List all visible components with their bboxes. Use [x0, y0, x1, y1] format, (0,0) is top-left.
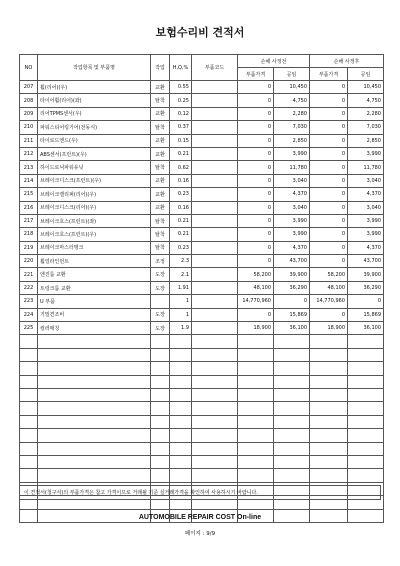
header-work: 작업	[151, 55, 170, 81]
row-before-part-price: 0	[238, 121, 274, 134]
row-part-code	[192, 81, 238, 94]
row-item: 파워스티어링기어(전동식)	[38, 121, 151, 134]
row-before-part-price: 0	[238, 134, 274, 147]
row-qty: 2.3	[170, 255, 192, 268]
table-row	[20, 107, 384, 120]
row-item: 트렁크룸 교환	[38, 281, 151, 294]
row-part-code	[192, 174, 238, 187]
empty-row	[20, 442, 384, 455]
row-work: 교환	[151, 134, 170, 147]
table-row	[20, 147, 384, 160]
row-qty: 2.1	[170, 268, 192, 281]
row-after-part-price: 14,770,960	[310, 295, 348, 308]
row-part-code	[192, 147, 238, 160]
row-no: 223	[20, 295, 38, 308]
row-qty: 0.25	[170, 94, 192, 107]
row-part-code	[192, 241, 238, 254]
table-row	[20, 94, 384, 107]
row-work: 도장	[151, 322, 170, 335]
row-no: 208	[20, 94, 38, 107]
row-qty: 1	[170, 295, 192, 308]
row-after-part-price: 0	[310, 241, 348, 254]
header-no: NO	[20, 55, 38, 81]
row-after-labor: 4,750	[348, 94, 384, 107]
empty-row	[20, 362, 384, 375]
header-before-labor: 공임	[274, 68, 310, 81]
empty-row	[20, 402, 384, 415]
row-before-labor: 10,450	[274, 81, 310, 94]
table-row	[20, 295, 384, 308]
row-after-part-price: 0	[310, 147, 348, 160]
row-part-code	[192, 322, 238, 335]
row-work: 교환	[151, 107, 170, 120]
row-item: 엔진룸 교환	[38, 268, 151, 281]
row-after-part-price: 58,200	[310, 268, 348, 281]
disclaimer-note: 이 견적서(청구서)의 부품가격은 참고 가격이므로 거래될 기준 실거래가격을 확인하여 사용하시기 바랍니다.	[19, 485, 381, 500]
row-part-code	[192, 295, 238, 308]
row-no: 214	[20, 174, 38, 187]
header-after-adjust: 손해 사정후	[310, 55, 384, 68]
row-after-labor: 0	[348, 295, 384, 308]
header-item: 작업항목 및 부품명	[38, 55, 151, 81]
table-row	[20, 322, 384, 335]
row-before-labor: 2,850	[274, 134, 310, 147]
table-row	[20, 308, 384, 321]
row-no: 216	[20, 201, 38, 214]
row-after-labor: 36,100	[348, 322, 384, 335]
empty-row	[20, 469, 384, 482]
row-part-code	[192, 281, 238, 294]
empty-row	[20, 348, 384, 361]
row-before-labor: 3,040	[274, 201, 310, 214]
header-before-part-price: 부품가격	[238, 68, 274, 81]
row-work: 탈착	[151, 94, 170, 107]
row-before-part-price: 0	[238, 201, 274, 214]
row-before-part-price: 0	[238, 214, 274, 227]
row-before-part-price: 0	[238, 94, 274, 107]
row-after-part-price: 0	[310, 201, 348, 214]
row-item: U 부품	[38, 295, 151, 308]
row-no: 217	[20, 214, 38, 227]
row-after-labor: 39,900	[348, 268, 384, 281]
row-no: 224	[20, 308, 38, 321]
row-after-labor: 11,780	[348, 161, 384, 174]
row-before-part-price: 0	[238, 255, 274, 268]
row-item: 휠(리어)(우)	[38, 81, 151, 94]
row-item: 타이어휠(리어)(좌)	[38, 94, 151, 107]
row-no: 209	[20, 107, 38, 120]
row-qty: 0.16	[170, 174, 192, 187]
row-before-labor: 3,990	[274, 214, 310, 227]
row-part-code	[192, 107, 238, 120]
row-before-labor: 36,100	[274, 322, 310, 335]
row-work: 도장	[151, 308, 170, 321]
row-work	[151, 295, 170, 308]
row-before-labor: 39,900	[274, 268, 310, 281]
row-item: 브레이크호스(프런트)(좌)	[38, 214, 151, 227]
row-work: 탈착	[151, 214, 170, 227]
row-no: 207	[20, 81, 38, 94]
row-work: 조정	[151, 255, 170, 268]
row-part-code	[192, 121, 238, 134]
row-item: 브레이크디스크(프런트)(우)	[38, 174, 151, 187]
row-no: 218	[20, 228, 38, 241]
row-part-code	[192, 255, 238, 268]
header-after-part-price: 부품가격	[310, 68, 348, 81]
row-qty: 0.23	[170, 188, 192, 201]
header-part-code: 부품코드	[192, 55, 238, 81]
row-before-labor: 4,370	[274, 188, 310, 201]
row-no: 213	[20, 161, 38, 174]
row-after-labor: 15,869	[348, 308, 384, 321]
row-no: 220	[20, 255, 38, 268]
row-before-part-price: 0	[238, 228, 274, 241]
row-no: 212	[20, 147, 38, 160]
row-item: ABS센서(프런트)(우)	[38, 147, 151, 160]
row-qty: 1.9	[170, 322, 192, 335]
row-after-part-price: 0	[310, 255, 348, 268]
row-before-part-price: 0	[238, 147, 274, 160]
table-row	[20, 134, 384, 147]
page-number: 페이지 : 9/9	[184, 531, 216, 537]
row-item: 브레이크캘리퍼(리어)(우)	[38, 188, 151, 201]
row-after-labor: 2,280	[348, 107, 384, 120]
row-before-labor: 43,700	[274, 255, 310, 268]
row-qty: 0.21	[170, 214, 192, 227]
empty-row	[20, 455, 384, 468]
row-after-part-price: 0	[310, 214, 348, 227]
document-title: 보험수리비 견적서	[155, 26, 245, 39]
row-part-code	[192, 214, 238, 227]
row-before-part-price: 0	[238, 81, 274, 94]
row-before-part-price: 14,770,960	[238, 295, 274, 308]
table-row	[20, 214, 384, 227]
row-before-part-price: 0	[238, 241, 274, 254]
empty-row	[20, 415, 384, 428]
row-after-labor: 3,040	[348, 174, 384, 187]
row-after-part-price: 0	[310, 134, 348, 147]
row-before-labor: 4,370	[274, 241, 310, 254]
row-qty: 0.15	[170, 134, 192, 147]
row-qty: 1	[170, 308, 192, 321]
row-after-part-price: 0	[310, 228, 348, 241]
row-no: 210	[20, 121, 38, 134]
row-after-part-price: 0	[310, 107, 348, 120]
row-after-part-price: 0	[310, 94, 348, 107]
row-work: 교환	[151, 147, 170, 160]
header-after-labor: 공임	[348, 68, 384, 81]
table-row	[20, 201, 384, 214]
row-after-labor: 2,850	[348, 134, 384, 147]
row-work: 탈착	[151, 241, 170, 254]
empty-row	[20, 375, 384, 388]
row-item: 타이로드엔드(우)	[38, 134, 151, 147]
row-before-part-price: 48,100	[238, 281, 274, 294]
brand-footer: AUTOMOBILE REPAIR COST On-line	[138, 514, 262, 521]
row-after-labor: 4,370	[348, 241, 384, 254]
row-item: 브레이크마스터탱크	[38, 241, 151, 254]
row-qty: 1.91	[170, 281, 192, 294]
row-work: 도장	[151, 268, 170, 281]
row-part-code	[192, 188, 238, 201]
row-before-part-price: 0	[238, 308, 274, 321]
row-no: 215	[20, 188, 38, 201]
row-qty: 0.55	[170, 81, 192, 94]
row-no: 219	[20, 241, 38, 254]
row-part-code	[192, 268, 238, 281]
row-after-part-price: 0	[310, 121, 348, 134]
row-part-code	[192, 94, 238, 107]
table-row	[20, 268, 384, 281]
row-before-labor: 4,750	[274, 94, 310, 107]
row-after-part-price: 0	[310, 308, 348, 321]
empty-row	[20, 335, 384, 348]
table-row	[20, 174, 384, 187]
row-part-code	[192, 228, 238, 241]
row-after-part-price: 0	[310, 81, 348, 94]
row-before-labor: 3,990	[274, 228, 310, 241]
row-qty: 0.37	[170, 121, 192, 134]
table-row	[20, 81, 384, 94]
row-work: 교환	[151, 188, 170, 201]
row-before-labor: 3,040	[274, 174, 310, 187]
row-before-labor: 15,869	[274, 308, 310, 321]
row-after-labor: 3,990	[348, 228, 384, 241]
row-before-labor: 0	[274, 295, 310, 308]
row-no: 222	[20, 281, 38, 294]
row-after-labor: 3,990	[348, 147, 384, 160]
empty-row	[20, 429, 384, 442]
empty-row	[20, 388, 384, 401]
row-after-labor: 3,990	[348, 214, 384, 227]
row-part-code	[192, 134, 238, 147]
row-after-labor: 43,700	[348, 255, 384, 268]
row-part-code	[192, 308, 238, 321]
row-item: 컬러매칭	[38, 322, 151, 335]
table-row	[20, 161, 384, 174]
row-before-part-price: 0	[238, 161, 274, 174]
row-no: 221	[20, 268, 38, 281]
header-before-adjust: 손해 사정전	[238, 55, 310, 68]
row-before-labor: 11,780	[274, 161, 310, 174]
row-item: 브레이크디스크(리어)(우)	[38, 201, 151, 214]
row-part-code	[192, 201, 238, 214]
row-after-part-price: 48,100	[310, 281, 348, 294]
row-qty: 0.62	[170, 161, 192, 174]
row-qty: 0.21	[170, 228, 192, 241]
row-before-labor: 7,030	[274, 121, 310, 134]
row-before-part-price: 0	[238, 174, 274, 187]
row-before-part-price: 58,200	[238, 268, 274, 281]
header-hqp: H,Q,%	[170, 55, 192, 81]
row-work: 교환	[151, 201, 170, 214]
row-qty: 0.12	[170, 107, 192, 120]
row-item: 브레이크호스(프런트)(우)	[38, 228, 151, 241]
row-after-part-price: 0	[310, 161, 348, 174]
row-after-labor: 3,040	[348, 201, 384, 214]
row-work: 탈착	[151, 161, 170, 174]
row-item: 하이드로닉파워유닛	[38, 161, 151, 174]
row-after-labor: 10,450	[348, 81, 384, 94]
table-row	[20, 241, 384, 254]
row-work: 교환	[151, 174, 170, 187]
row-before-part-price: 0	[238, 188, 274, 201]
row-before-labor: 2,280	[274, 107, 310, 120]
row-part-code	[192, 161, 238, 174]
table-row	[20, 281, 384, 294]
row-qty: 0.23	[170, 241, 192, 254]
row-no: 225	[20, 322, 38, 335]
row-work: 탈착	[151, 228, 170, 241]
row-after-labor: 4,370	[348, 188, 384, 201]
row-item: 리어TPMS센서(우)	[38, 107, 151, 120]
row-item: 휠얼라인먼트	[38, 255, 151, 268]
row-before-labor: 36,290	[274, 281, 310, 294]
estimate-table	[19, 54, 384, 523]
row-no: 211	[20, 134, 38, 147]
table-row	[20, 188, 384, 201]
row-work: 도장	[151, 281, 170, 294]
row-before-part-price: 0	[238, 107, 274, 120]
row-before-labor: 3,990	[274, 147, 310, 160]
row-before-part-price: 18,900	[238, 322, 274, 335]
table-row	[20, 255, 384, 268]
table-row	[20, 228, 384, 241]
row-qty: 0.21	[170, 147, 192, 160]
row-after-part-price: 0	[310, 188, 348, 201]
row-item: 기밀견조비	[38, 308, 151, 321]
row-work: 탈착	[151, 121, 170, 134]
row-after-part-price: 18,900	[310, 322, 348, 335]
row-after-labor: 7,030	[348, 121, 384, 134]
row-work: 교환	[151, 81, 170, 94]
row-qty: 0.16	[170, 201, 192, 214]
row-after-labor: 36,290	[348, 281, 384, 294]
table-row	[20, 121, 384, 134]
row-after-part-price: 0	[310, 174, 348, 187]
